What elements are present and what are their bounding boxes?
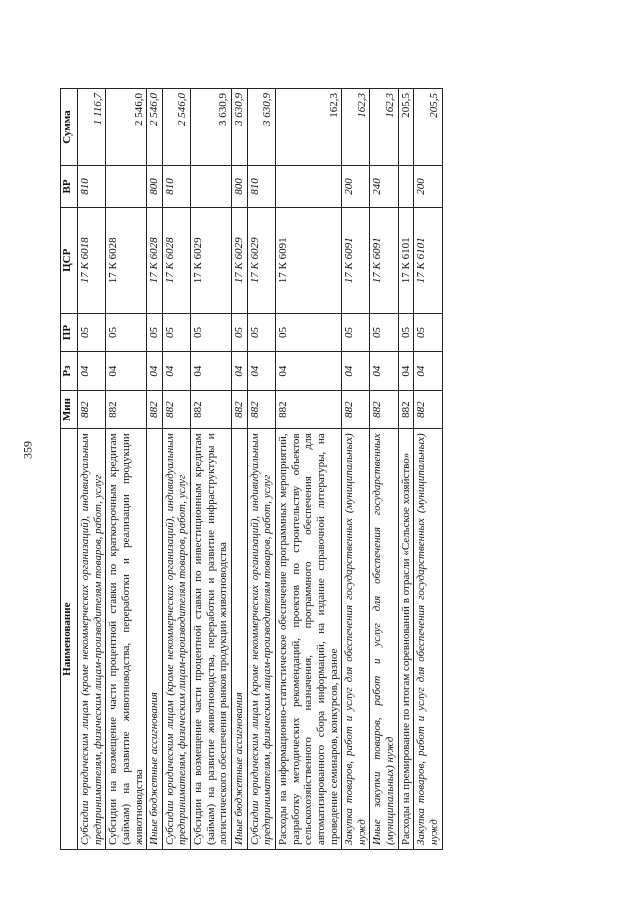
rz-cell: 04 — [106, 352, 147, 391]
min-cell: 882 — [398, 390, 414, 429]
min-cell: 882 — [414, 390, 442, 429]
name-cell: Субсидии юридическим лицам (кроме некоммерческих организаций), индивидуальным предпринимателям, физическим лицам-производителям товаров, работ, услуг — [247, 429, 275, 850]
pr-cell: 05 — [106, 313, 147, 352]
pr-cell: 05 — [147, 313, 163, 352]
vr-cell: 800 — [147, 166, 163, 208]
vr-cell: 200 — [414, 166, 442, 208]
csr-cell: 17 К 6091 — [370, 207, 398, 313]
table-row — [398, 89, 414, 850]
vr-cell: 810 — [162, 166, 190, 208]
sum-cell: 3 630,9 — [232, 89, 248, 166]
rz-cell: 04 — [370, 352, 398, 391]
pr-cell: 05 — [370, 313, 398, 352]
min-cell: 882 — [342, 390, 370, 429]
csr-cell: 17 К 6028 — [106, 207, 147, 313]
csr-cell: 17 К 6029 — [232, 207, 248, 313]
sum-cell: 2 546,0 — [147, 89, 163, 166]
vr-cell: 240 — [370, 166, 398, 208]
vr-cell: 810 — [247, 166, 275, 208]
vr-cell: 800 — [232, 166, 248, 208]
rz-cell: 04 — [162, 352, 190, 391]
pr-cell: 05 — [275, 313, 341, 352]
table-row — [275, 89, 341, 850]
sum-cell: 162,3 — [342, 89, 370, 166]
csr-cell: 17 К 6029 — [191, 207, 232, 313]
header-name: Наименование — [61, 429, 78, 850]
csr-cell: 17 К 6018 — [78, 207, 106, 313]
budget-table — [60, 88, 443, 850]
table-row — [370, 89, 398, 850]
pr-cell: 05 — [162, 313, 190, 352]
rz-cell: 04 — [191, 352, 232, 391]
pr-cell: 05 — [232, 313, 248, 352]
header-rz: Рз — [61, 352, 78, 391]
name-cell: Иные бюджетные ассигнования — [147, 429, 163, 850]
min-cell: 882 — [275, 390, 341, 429]
header-csr: ЦСР — [61, 207, 78, 313]
csr-cell: 17 К 6101 — [398, 207, 414, 313]
rz-cell: 04 — [398, 352, 414, 391]
csr-cell: 17 К 6028 — [162, 207, 190, 313]
table-row — [232, 89, 248, 850]
pr-cell: 05 — [342, 313, 370, 352]
table-row — [414, 89, 442, 850]
header-sum: Сумма — [61, 89, 78, 166]
table-row — [78, 89, 106, 850]
rz-cell: 04 — [78, 352, 106, 391]
name-cell: Иные закупки товаров, работ и услуг для обеспечения государственных (муниципальных) нужд — [370, 429, 398, 850]
pr-cell: 05 — [247, 313, 275, 352]
name-cell: Субсидии юридическим лицам (кроме некоммерческих организаций), индивидуальным предпринимателям, физическим лицам-производителям товаров, работ, услуг — [162, 429, 190, 850]
table-row — [162, 89, 190, 850]
sum-cell: 162,3 — [370, 89, 398, 166]
table-header-row — [61, 89, 78, 850]
table-row — [342, 89, 370, 850]
sum-cell: 162,3 — [275, 89, 341, 166]
table-body — [78, 89, 443, 850]
name-cell: Закупка товаров, работ и услуг для обеспечения государственных (муниципальных) нужд — [342, 429, 370, 850]
min-cell: 882 — [162, 390, 190, 429]
rz-cell: 04 — [147, 352, 163, 391]
min-cell: 882 — [106, 390, 147, 429]
min-cell: 882 — [232, 390, 248, 429]
table-row — [147, 89, 163, 850]
name-cell: Субсидии на возмещение части процентной ставки по инвестиционным кредитам (займам) на развитие животноводства, переработки и развитие инфраструктуры и логистического обеспечения рынков продукции животноводства — [191, 429, 232, 850]
pr-cell: 05 — [398, 313, 414, 352]
table-row — [247, 89, 275, 850]
pr-cell: 05 — [414, 313, 442, 352]
csr-cell: 17 К 6029 — [247, 207, 275, 313]
pr-cell: 05 — [78, 313, 106, 352]
rz-cell: 04 — [275, 352, 341, 391]
vr-cell — [106, 166, 147, 208]
min-cell: 882 — [370, 390, 398, 429]
vr-cell: 200 — [342, 166, 370, 208]
csr-cell: 17 К 6028 — [147, 207, 163, 313]
name-cell: Закупка товаров, работ и услуг для обеспечения государственных (муниципальных) нужд — [414, 429, 442, 850]
table-row — [191, 89, 232, 850]
sum-cell: 205,5 — [398, 89, 414, 166]
min-cell: 882 — [78, 390, 106, 429]
name-cell: Субсидии юридическим лицам (кроме некоммерческих организаций), индивидуальным предпринимателям, физическим лицам-производителям товаров, работ, услуг — [78, 429, 106, 850]
rz-cell: 04 — [247, 352, 275, 391]
rz-cell: 04 — [342, 352, 370, 391]
min-cell: 882 — [191, 390, 232, 429]
rotated-page-content — [60, 88, 580, 850]
min-cell: 882 — [147, 390, 163, 429]
sum-cell: 1 116,7 — [78, 89, 106, 166]
csr-cell: 17 К 6091 — [342, 207, 370, 313]
rz-cell: 04 — [414, 352, 442, 391]
vr-cell — [275, 166, 341, 208]
sum-cell: 2 546,0 — [106, 89, 147, 166]
header-min: Мин — [61, 390, 78, 429]
name-cell: Расходы на информационно-статистическое обеспечение программных мероприятий, разработку методических рекомендаций, проектов по строительству объектов сельскохозяйственного назначения, программного обеспечения для автоматизированного сбора информаций, на издание справочной литературы, на проведение семинаров, конкурсов, разное — [275, 429, 341, 850]
rz-cell: 04 — [232, 352, 248, 391]
name-cell: Иные бюджетные ассигнования — [232, 429, 248, 850]
csr-cell: 17 К 6101 — [414, 207, 442, 313]
pr-cell: 05 — [191, 313, 232, 352]
min-cell: 882 — [247, 390, 275, 429]
vr-cell — [191, 166, 232, 208]
sum-cell: 2 546,0 — [162, 89, 190, 166]
sum-cell: 3 630,9 — [247, 89, 275, 166]
page-number: 359 — [20, 441, 35, 459]
sum-cell: 205,5 — [414, 89, 442, 166]
sum-cell: 3 630,9 — [191, 89, 232, 166]
csr-cell: 17 К 6091 — [275, 207, 341, 313]
name-cell: Расходы на премирование по итогам соревнований в отрасли «Сельское хозяйство» — [398, 429, 414, 850]
vr-cell: 810 — [78, 166, 106, 208]
vr-cell — [398, 166, 414, 208]
header-vr: ВР — [61, 166, 78, 208]
name-cell: Субсидии на возмещение части процентной ставки по краткосрочным кредитам (займам) на развитие животноводства, переработки и реализации продукции животноводства — [106, 429, 147, 850]
header-pr: ПР — [61, 313, 78, 352]
table-row — [106, 89, 147, 850]
